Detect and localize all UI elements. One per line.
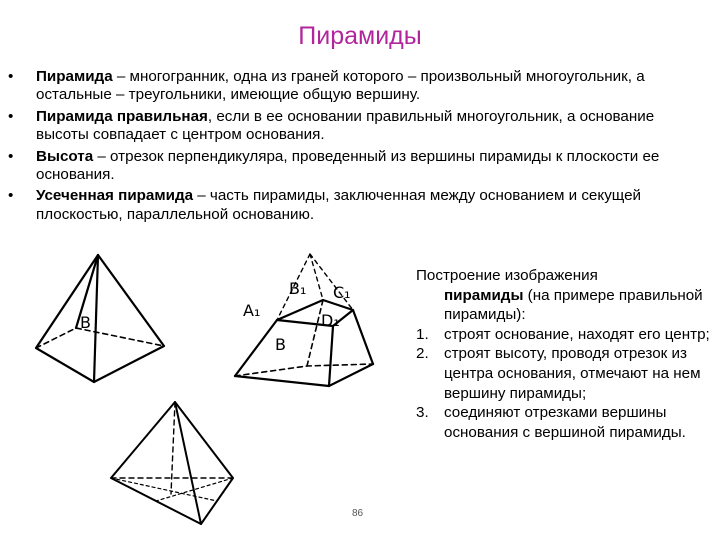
construction-step: [416, 403, 716, 442]
construction-steps: [416, 325, 716, 443]
construction-subtitle: [416, 286, 716, 325]
definition-term: Усеченная пирамида: [36, 187, 194, 205]
step-text: строят основание, находят его центр;: [444, 325, 710, 343]
step-text: соединяют отрезками вершины основания с вершиной пирамиды.: [444, 404, 686, 441]
bullet: •: [8, 107, 14, 125]
definition-item: [8, 148, 708, 185]
definitions-list: [8, 68, 708, 227]
definition-term: Высота: [36, 147, 94, 165]
figure-label: C₁: [333, 283, 351, 302]
page-number: 86: [352, 508, 364, 519]
figure-label: В: [275, 335, 286, 354]
truncated-pyramid-figure: [225, 248, 385, 393]
construction-subtitle-rest: (на примере правильной пирамиды):: [444, 286, 703, 324]
slide-title: Пирамиды: [298, 22, 422, 50]
bullet: •: [8, 147, 14, 165]
construction-term: пирамиды: [444, 286, 524, 304]
figure-label: D₁: [321, 311, 340, 330]
step-number: 3.: [416, 404, 429, 422]
definition-item: [8, 68, 708, 105]
definition-item: [8, 108, 708, 145]
figure-label: B₁: [289, 279, 307, 298]
step-number: 2.: [416, 345, 429, 363]
figure-label: A₁: [243, 301, 261, 320]
step-number: 1.: [416, 325, 429, 343]
definition-term: Пирамида: [36, 68, 113, 85]
definition-item: [8, 187, 708, 224]
construction-heading: Построение изображения: [416, 267, 598, 284]
construction-step: [416, 325, 716, 345]
definition-text: – многогранник, одна из граней которого – произвольный многоугольник, а остальные – треугольники, имеющие общую вершину.: [36, 68, 645, 104]
step-text: строят высоту, проводя отрезок из центра основания, отмечают на нем вершину пирамиды;: [444, 345, 701, 402]
figure-label: В: [80, 313, 91, 332]
definition-text: – отрезок перпендикуляра, проведенный из вершины пирамиды к плоскости ее основания.: [36, 147, 660, 184]
construction-text: [416, 266, 716, 442]
pyramid-figure-1: [28, 250, 188, 390]
definition-text: , если в ее основании правильный многоугольник, а основание высоты совпадает с центром основания.: [36, 107, 655, 144]
definition-text: – часть пирамиды, заключенная между основанием и секущей плоскостью, параллельной основанию.: [36, 187, 642, 223]
bullet: •: [8, 68, 14, 85]
definition-term: Пирамида правильная: [36, 107, 208, 125]
bullet: •: [8, 187, 14, 205]
construction-step: [416, 344, 716, 403]
pyramid-figure-3: [105, 398, 245, 530]
